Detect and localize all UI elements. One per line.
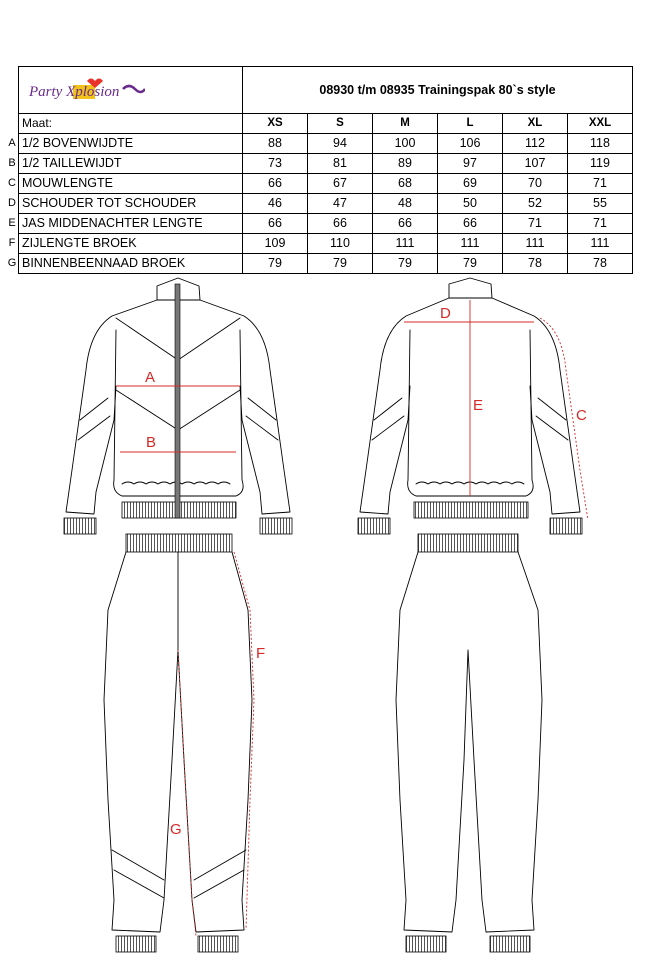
measure-c-label: C <box>576 407 587 424</box>
pants-front <box>104 534 252 952</box>
row-letter: E <box>6 214 19 234</box>
cell: 71 <box>568 174 633 194</box>
cell: 89 <box>373 154 438 174</box>
cell: 66 <box>308 214 373 234</box>
cell: 48 <box>373 194 438 214</box>
back-left-sleeve <box>360 298 449 514</box>
cell: 78 <box>503 254 568 274</box>
cell: 78 <box>568 254 633 274</box>
cell: 66 <box>243 174 308 194</box>
header-row <box>6 114 633 134</box>
cell: 111 <box>503 234 568 254</box>
cell: 79 <box>438 254 503 274</box>
front-pants-waistband <box>126 534 232 552</box>
cell: 81 <box>308 154 373 174</box>
zipper <box>175 284 180 518</box>
row-letter: G <box>6 254 19 274</box>
cell: 118 <box>568 134 633 154</box>
cell: 100 <box>373 134 438 154</box>
back-right-cuff <box>550 518 582 534</box>
cell: 111 <box>568 234 633 254</box>
back-right-ankle-cuff <box>490 936 530 952</box>
cell: 68 <box>373 174 438 194</box>
row-label: JAS MIDDENACHTER LENGTE <box>19 214 243 234</box>
party-xplosion-logo <box>27 75 145 105</box>
measure-d-label: D <box>440 305 451 322</box>
front-left-sleeve <box>66 300 157 514</box>
measurements <box>116 300 588 936</box>
row-letter: C <box>6 174 19 194</box>
row-label: ZIJLENGTE BROEK <box>19 234 243 254</box>
table-row <box>6 174 633 194</box>
front-pants-stripes <box>112 850 246 898</box>
header-label: Maat: <box>19 114 243 134</box>
measure-g-label: G <box>170 821 182 838</box>
cell: 67 <box>308 174 373 194</box>
table-title: 08930 t/m 08935 Trainingspak 80`s style <box>243 67 633 114</box>
front-left-ankle-cuff <box>116 936 156 952</box>
cell: 66 <box>243 214 308 234</box>
cell: 79 <box>373 254 438 274</box>
cell: 70 <box>503 174 568 194</box>
cell: 110 <box>308 234 373 254</box>
back-pants-outline <box>396 552 542 932</box>
cell: 107 <box>503 154 568 174</box>
back-pants-waistband <box>418 534 518 552</box>
logo-cell <box>19 67 243 114</box>
cell: 97 <box>438 154 503 174</box>
cell: 94 <box>308 134 373 154</box>
cell: 73 <box>243 154 308 174</box>
cell: 71 <box>568 214 633 234</box>
measure-b-label: B <box>146 434 157 451</box>
size-s: S <box>308 114 373 134</box>
jacket-front <box>64 278 292 534</box>
table-row <box>6 134 633 154</box>
cell: 79 <box>243 254 308 274</box>
row-letter: A <box>6 134 19 154</box>
row-label: 1/2 BOVENWIJDTE <box>19 134 243 154</box>
cell: 106 <box>438 134 503 154</box>
size-m: M <box>373 114 438 134</box>
back-collar <box>449 278 492 298</box>
table-row <box>6 154 633 174</box>
front-right-cuff <box>260 518 292 534</box>
measure-f-label: F <box>256 645 266 662</box>
cell: 50 <box>438 194 503 214</box>
measure-a-label: A <box>145 369 156 386</box>
row-label: BINNENBEENNAAD BROEK <box>19 254 243 274</box>
cell: 55 <box>568 194 633 214</box>
front-right-ankle-cuff <box>198 936 238 952</box>
table-row <box>6 194 633 214</box>
cell: 46 <box>243 194 308 214</box>
cell: 111 <box>373 234 438 254</box>
front-left-cuff <box>64 518 96 534</box>
cell: 47 <box>308 194 373 214</box>
size-xl: XL <box>503 114 568 134</box>
cell: 111 <box>438 234 503 254</box>
row-letter: F <box>6 234 19 254</box>
cell: 79 <box>308 254 373 274</box>
pants-back <box>396 534 542 952</box>
back-waistband <box>414 502 528 518</box>
back-left-cuff <box>358 518 390 534</box>
row-letter: D <box>6 194 19 214</box>
size-l: L <box>438 114 503 134</box>
back-left-ankle-cuff <box>406 936 446 952</box>
cell: 119 <box>568 154 633 174</box>
cell: 112 <box>503 134 568 154</box>
logo-text: Party Xplosion <box>29 84 120 100</box>
row-label: MOUWLENGTE <box>19 174 243 194</box>
cell: 71 <box>503 214 568 234</box>
row-label: SCHOUDER TOT SCHOUDER <box>19 194 243 214</box>
cell: 69 <box>438 174 503 194</box>
cell: 109 <box>243 234 308 254</box>
size-table <box>6 66 633 274</box>
measure-e-label: E <box>473 397 484 414</box>
logo-mask-icon <box>123 86 145 92</box>
cell: 88 <box>243 134 308 154</box>
cell: 66 <box>438 214 503 234</box>
table-row <box>6 214 633 234</box>
row-letter: B <box>6 154 19 174</box>
row-label: 1/2 TAILLEWIJDT <box>19 154 243 174</box>
garment-diagram <box>0 270 650 975</box>
size-xs: XS <box>243 114 308 134</box>
table-row <box>6 234 633 254</box>
cell: 66 <box>373 214 438 234</box>
cell: 52 <box>503 194 568 214</box>
size-xxl: XXL <box>568 114 633 134</box>
title-row <box>6 67 633 114</box>
